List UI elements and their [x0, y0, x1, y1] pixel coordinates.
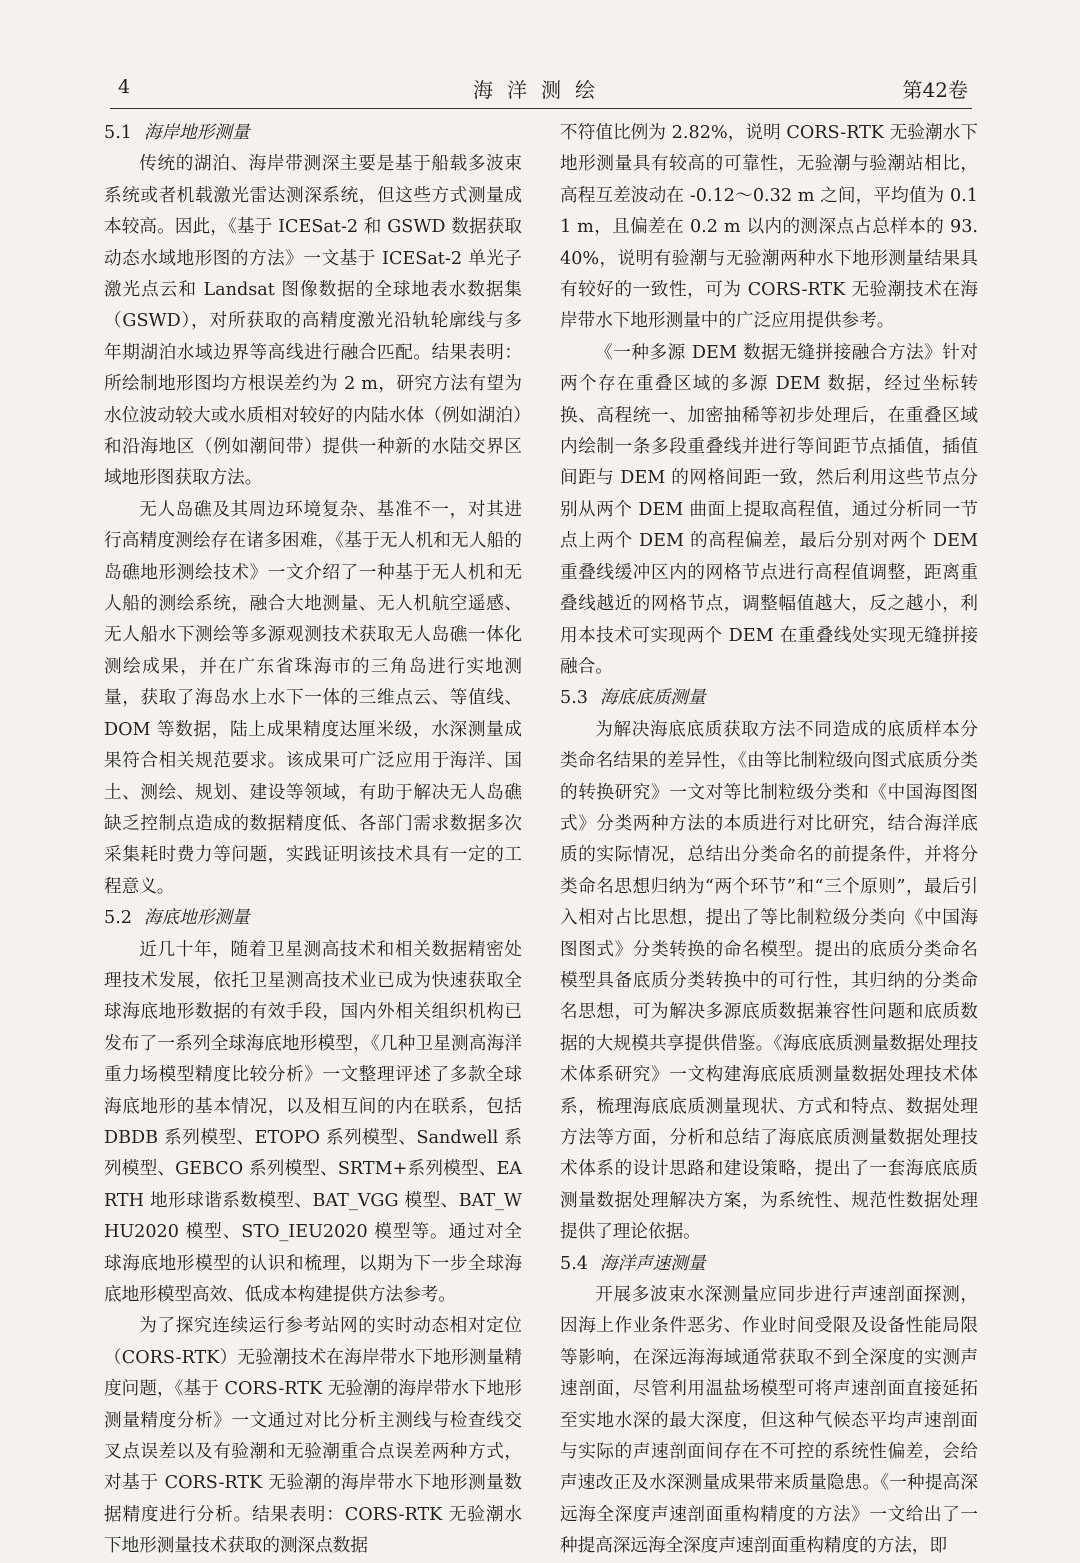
journal-title: 海洋测绘: [473, 78, 609, 102]
section-heading-5-3: [560, 683, 978, 714]
paragraph: 《一种多源 DEM 数据无缝拼接融合方法》针对两个存在重叠区域的多源 DEM 数据，经过坐标转换、高程统一、加密抽稀等初步处理后，在重叠区域内绘制一条多段重叠线并进行等间距节点插值，插值间距与 DEM 的网格间距一致，然后利用这些节点分别从两个 DEM 曲面上提取高程值，通过分析同一节点上两个 DEM 的高程偏差，最后分别对两个 DEM 重叠线缓冲区内的网格节点进行高程值调整，距离重叠线越近的网格节点，调整幅值越大，反之越小，利用本技术可实现两个 DEM 在重叠线处实现无缝拼接融合。: [560, 342, 978, 677]
right-column: [560, 118, 978, 1563]
section-heading-5-1: [104, 118, 522, 149]
section-title: 海底地形测量: [143, 908, 250, 929]
section-heading-5-4: [560, 1249, 978, 1280]
section-number: 5.3: [560, 688, 588, 709]
left-column: [104, 118, 522, 1563]
paragraph: 传统的湖泊、海岸带测深主要是基于船载多波束系统或者机载激光雷达测深系统，但这些方式测量成本较高。因此，《基于 ICESat-2 和 GSWD 数据获取动态水域地形图的方法》一文基于 ICESat-2 单光子激光点云和 Landsat 图像数据的全球地表水数据集（GSWD），对所获取的高精度激光沿轨轮廓线与多年期湖泊水域边界等高线进行融合匹配。结果表明：所绘制地形图均方根误差约为 2 m，研究方法有望为水位波动较大或水质相对较好的内陆水体（例如湖泊）和沿海地区（例如潮间带）提供一种新的水陆交界区域地形图获取方法。: [104, 154, 522, 489]
paragraph: 无人岛礁及其周边环境复杂、基准不一，对其进行高精度测绘存在诸多困难，《基于无人机和无人船的岛礁地形测绘技术》一文介绍了一种基于无人机和无人船的测绘系统，融合大地测量、无人机航空遥感、无人船水下测绘等多源观测技术获取无人岛礁一体化测绘成果，并在广东省珠海市的三角岛进行实地测量，获取了海岛水上水下一体的三维点云、等值线、DOM 等数据，陆上成果精度达厘米级，水深测量成果符合相关规范要求。该成果可广泛应用于海洋、国土、测绘、规划、建设等领域，有助于解决无人岛礁缺乏控制点造成的数据精度低、各部门需求数据多次采集耗时费力等问题，实践证明该技术具有一定的工程意义。: [104, 499, 522, 897]
section-heading-5-2: [104, 903, 522, 934]
section-title: 海洋声速测量: [599, 1253, 706, 1274]
paragraph: 为解决海底底质获取方法不同造成的底质样本分类命名结果的差异性，《由等比制粒级向图式底质分类的转换研究》一文对等比制粒级分类和《中国海图图式》分类两种方法的本质进行对比研究，结合海洋底质的实际情况，总结出分类命名的前提条件，并将分类命名思想归纳为“两个环节”和“三个原则”，最后引入相对占比思想，提出了等比制粒级分类向《中国海图图式》分类转换的命名模型。提出的底质分类命名模型具备底质分类转换中的可行性，其归纳的分类命名思想，可为解决多源底质数据兼容性问题和底质数据的大规模共享提供借鉴。《海底底质测量数据处理技术体系研究》一文构建海底底质测量数据处理技术体系，梳理海底底质测量现状、方式和特点、数据处理方法等方面，分析和总结了海底底质测量数据处理技术体系的设计思路和建设策略，提出了一套海底底质测量数据处理解决方案，为系统性、规范性数据处理提供了理论依据。: [560, 719, 978, 1243]
page-number: 4: [118, 76, 131, 98]
paragraph: 为了探究连续运行参考站网的实时动态相对定位（CORS-RTK）无验潮技术在海岸带水下地形测量精度问题，《基于 CORS-RTK 无验潮的海岸带水下地形测量精度分析》一文通过对比分析主测线与检查线交叉点误差以及有验潮和无验潮重合点误差两种方式，对基于 CORS-RTK 无验潮的海岸带水下地形测量数据精度进行分析。结果表明：CORS-RTK 无验潮水下地形测量技术获取的测深点数据: [104, 1316, 522, 1557]
paragraph: 开展多波束水深测量应同步进行声速剖面探测，因海上作业条件恶劣、作业时间受限及设备性能局限等影响，在深远海海域通常获取不到全深度的实测声速剖面，尽管利用温盐场模型可将声速剖面直接延拓至实地水深的最大深度，但这种气候态平均声速剖面与实际的声速剖面间存在不可控的系统性偏差，会给声速改正及水深测量成果带来质量隐患。《一种提高深远海全深度声速剖面重构精度的方法》一文给出了一种提高深远海全深度声速剖面重构精度的方法，即: [560, 1285, 978, 1557]
section-title: 海底底质测量: [599, 688, 706, 709]
section-number: 5.4: [560, 1253, 588, 1274]
section-number: 5.1: [104, 123, 132, 143]
paragraph: 近几十年，随着卫星测高技术和相关数据精密处理技术发展，依托卫星测高技术业已成为快速获取全球海底地形数据的有效手段，国内外相关组织机构已发布了一系列全球海底地形模型，《几种卫星测高海洋重力场模型精度比较分析》一文整理评述了多款全球海底地形的基本情况，以及相互间的内在联系，包括 DBDB 系列模型、ETOPO 系列模型、Sandwell 系列模型、GEBCO 系列模型、SRTM+系列模型、EARTH 地形球谐系数模型、BAT_VGG 模型、BAT_WHU2020 模型、STO_IEU2020 模型等。通过对全球海底地形模型的认识和梳理，以期为下一步全球海底地形模型高效、低成本构建提供方法参考。: [104, 939, 522, 1305]
volume-label: 第42卷: [902, 78, 968, 102]
section-number: 5.2: [104, 908, 132, 929]
section-title: 海岸地形测量: [143, 123, 250, 143]
running-header: [110, 70, 972, 109]
paragraph-continued: 不符值比例为 2.82%，说明 CORS-RTK 无验潮水下地形测量具有较高的可靠性，无验潮与验潮站相比，高程互差波动在 -0.12～0.32 m 之间，平均值为 0.11 m，且偏差在 0.2 m 以内的测深点占总样本的 93.40%，说明有验潮与无验潮两种水下地形测量结果具有较好的一致性，可为 CORS-RTK 无验潮技术在海岸带水下地形测量中的广泛应用提供参考。: [560, 123, 978, 332]
